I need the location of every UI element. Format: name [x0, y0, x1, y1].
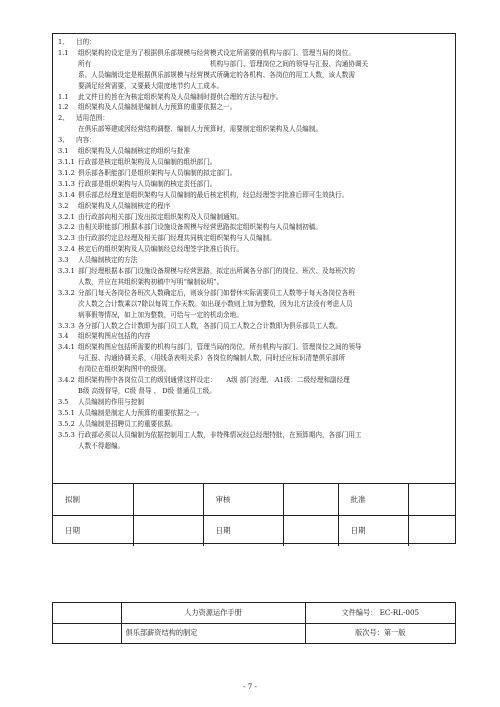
- signature-table: [53, 483, 455, 546]
- text-line: [58, 37, 449, 48]
- text-line: [58, 441, 449, 452]
- line-number: [58, 441, 78, 452]
- page-number: - 7 -: [243, 683, 257, 691]
- line-number: [58, 364, 78, 375]
- text-line: [58, 70, 449, 81]
- text-line: [58, 277, 449, 288]
- line-number: 3.4.2: [58, 376, 75, 385]
- review-date-value: [283, 515, 338, 546]
- line-text: 人员编制的作用与控制: [78, 397, 144, 406]
- draft-value: [133, 484, 203, 515]
- line-number: 3.2.3: [58, 234, 75, 243]
- text-line: [58, 157, 449, 168]
- line-number: 3.1.4: [58, 190, 75, 199]
- approve-label: 批准: [338, 484, 408, 515]
- line-number: 3.3.3: [58, 321, 75, 330]
- line-text: 内容：: [76, 136, 96, 145]
- text-line: [58, 244, 449, 255]
- line-text: 人员编制是制定人力预算的重要依据之一。: [78, 408, 204, 417]
- line-number: 3.2.1: [58, 212, 75, 221]
- line-number: 3.2: [58, 201, 69, 210]
- text-line: [58, 59, 449, 70]
- line-text: 有岗位在组织架构图中的级别。: [78, 365, 171, 374]
- line-text: 行政部是组织架构与人员编制的核定责任部门。: [78, 179, 217, 188]
- text-line: [58, 375, 449, 386]
- line-text: 分部门每天各岗位各班次人数确定后，则该分部门如替休实际需要员工人数等于每天各岗位各班: [78, 288, 355, 297]
- line-text: 由行政部向相关部门发出拟定组织架构及人员编制通知。: [78, 212, 243, 221]
- text-line: [58, 179, 449, 190]
- line-number: [58, 386, 78, 397]
- footer-blank-bottom: [53, 623, 121, 643]
- line-text: 目的：: [76, 38, 96, 46]
- line-number: [58, 59, 78, 70]
- line-text: 人员编制是招聘员工的重要依据。: [78, 419, 177, 428]
- text-line: [58, 146, 449, 157]
- line-number: 3、: [58, 136, 69, 145]
- line-number: 3.5.2: [58, 419, 75, 428]
- text-line: [58, 81, 449, 92]
- text-line: [58, 113, 449, 124]
- line-text: 要满足经营需要，又要最大限度地节约人工成本。: [78, 81, 224, 90]
- line-number: 3.3.1: [58, 267, 75, 276]
- line-number: [58, 81, 78, 92]
- line-text: 组织架构图应包括所需要的机构与部门，管理当局的岗位，所有机构与部门、管理岗位之间的领导: [78, 343, 362, 352]
- text-line: [58, 321, 449, 332]
- text-line: [58, 233, 449, 244]
- text-line: [58, 48, 449, 59]
- line-text: 行政部是核定组织架构及人员编制的组织部门。: [78, 157, 217, 166]
- line-text: 俱乐部各职能部门是组织架构与人员编制的拟定部门。: [78, 168, 237, 177]
- text-line: [58, 102, 449, 113]
- document-footer: [52, 602, 456, 644]
- text-line: [58, 386, 449, 397]
- line-text: 核定后的组织架构及人员编制经总经理签字批准后执行。: [78, 245, 243, 254]
- line-number: 1、: [58, 38, 69, 46]
- line-number: [58, 353, 78, 364]
- line-number: 2、: [58, 114, 69, 123]
- draft-label: 拟制: [53, 484, 133, 515]
- line-text: 在俱乐部筹建或因经营结构调整、编制人力预算时，需要制定组织架构及人员编制。: [78, 125, 322, 134]
- approve-date-value: [408, 515, 455, 546]
- text-line: [58, 168, 449, 179]
- line-text: 次人数之合计数乘以7除以每周工作天数。如出现小数则上加为整数，因为北方法没有考虑人员: [78, 299, 353, 308]
- document-frame: [52, 33, 456, 544]
- document-body: [53, 34, 455, 483]
- draft-date-value: [133, 515, 203, 546]
- line-text: 由相关职能部门根据本部门设施设备规模与经营思路拟定组织架构与人员编制初稿。: [78, 223, 322, 232]
- text-line: [58, 299, 449, 310]
- line-text: 由行政部约定总经理及相关部门经理共同核定组织架构与人员编制。: [78, 234, 276, 243]
- text-line: [58, 266, 449, 277]
- line-number: [58, 277, 78, 288]
- text-line: [58, 331, 449, 342]
- text-line: [58, 419, 449, 430]
- line-number: 3.1.1: [58, 157, 75, 166]
- line-number: 1.1: [58, 92, 69, 101]
- line-number: [58, 310, 78, 321]
- line-number: 3.2.4: [58, 245, 75, 254]
- line-text: 组织架构及人员编制核定的组织与批准: [78, 147, 191, 156]
- text-line: [58, 397, 449, 408]
- line-text: B级 高级督导，C级 督导 、 D级 普通员工级。: [78, 387, 216, 395]
- text-line: [58, 342, 449, 353]
- review-value: [283, 484, 338, 515]
- review-date-label: 日期: [203, 515, 283, 546]
- text-line: [58, 201, 449, 212]
- text-line: [58, 212, 449, 223]
- footer-blank-top: [53, 603, 121, 623]
- line-text: 人数不得超编。: [78, 441, 125, 450]
- line-number: 3.4: [58, 332, 69, 341]
- line-number: [58, 124, 78, 135]
- text-line: [58, 408, 449, 419]
- draft-date-label: 日期: [53, 515, 133, 546]
- line-text: 所有 机构与部门、管理岗位之间的领导与汇报、沟通协调关: [78, 59, 369, 68]
- line-number: 3.3.2: [58, 288, 75, 297]
- line-text: 病事假等情况，如上加为整数，可给与一定的机动余地。: [78, 310, 243, 319]
- text-line: [58, 353, 449, 364]
- line-number: 3.1: [58, 147, 69, 156]
- line-number: 3.4.1: [58, 343, 75, 352]
- line-number: 1.2: [58, 103, 69, 112]
- line-text: 组织架构及人员编制是编制人力预算的重要依据之一。: [78, 103, 237, 112]
- text-line: [58, 288, 449, 299]
- line-text: 人员编制核定的方法: [78, 256, 138, 265]
- version-number: 版次号：第一版: [305, 623, 455, 643]
- line-number: 3.1.2: [58, 168, 75, 177]
- line-text: 组织架构图应包括的内容: [78, 332, 151, 341]
- line-number: 3.5.1: [58, 408, 75, 417]
- line-number: 3.2.2: [58, 223, 75, 232]
- line-number: 3.1.3: [58, 179, 75, 188]
- line-number: 3.3: [58, 256, 69, 265]
- line-text: 各分部门人数之合计数即为部门员工人数，各部门员工人数之合计数即为俱乐部员工人数。: [78, 321, 342, 330]
- line-text: 俱乐部总经理室是组织架构与人员编制的最后核定机构，经总经理签字批准后即可生效执行。: [78, 190, 349, 199]
- line-number: [58, 70, 78, 81]
- text-line: [58, 255, 449, 266]
- text-line: [58, 222, 449, 233]
- line-number: 3.5.3: [58, 430, 75, 439]
- line-text: 系。人员编制设定是根据俱乐部规模与经营模式所确定的各机构、各岗位的用工人数，该人数需: [78, 70, 355, 79]
- approve-value: [408, 484, 455, 515]
- text-line: [58, 364, 449, 375]
- text-line: [58, 92, 449, 103]
- line-text: 与汇报、沟通协调关系，（用线条表明关系）各岗位的编制人数，同时还应标识清楚俱乐部所: [78, 354, 346, 363]
- line-text: 组织架构图中各岗位员工的级别通常这样设定： A级 部门经理、 A1级：二级经理和副经理: [78, 376, 350, 385]
- doc-number: 文件编号： EC-RL-005: [305, 603, 455, 623]
- line-number: 1.1: [58, 48, 69, 57]
- line-text: 适用范围：: [76, 114, 109, 123]
- line-text: 人数，并应在其组织架构初稿中写明“编制说明”。: [78, 277, 224, 286]
- text-line: [58, 310, 449, 321]
- line-number: [58, 299, 78, 310]
- line-text: 组织架构的设定是为了根据俱乐部规模与经营模式设定所需要的机构与部门、管理当局的岗位。: [78, 48, 355, 57]
- review-label: 审核: [203, 484, 283, 515]
- text-line: [58, 124, 449, 135]
- doc-title: 俱乐部薪资结构的制定: [121, 623, 305, 643]
- line-text: 行政部必须以人员编制为依据控制用工人数，非特殊情况经总经理特批，在预算期内，各部门用工: [78, 430, 362, 439]
- line-text: 组织架构及人员编制核定的程序: [78, 201, 171, 210]
- line-text: 此文件目的旨在为核定组织架构及人员编制时提供合理的方法与程序。: [78, 92, 283, 101]
- line-number: 3.5: [58, 397, 69, 406]
- text-line: [58, 135, 449, 146]
- line-text: 部门经理根据本部门设施设备规模与经营思路，拟定出所属各分部门的岗位、班次、及每班次的: [78, 267, 355, 276]
- manual-label: 人力资源运作手册: [121, 603, 305, 623]
- text-line: [58, 190, 449, 201]
- text-line: [58, 430, 449, 441]
- approve-date-label: 日期: [338, 515, 408, 546]
